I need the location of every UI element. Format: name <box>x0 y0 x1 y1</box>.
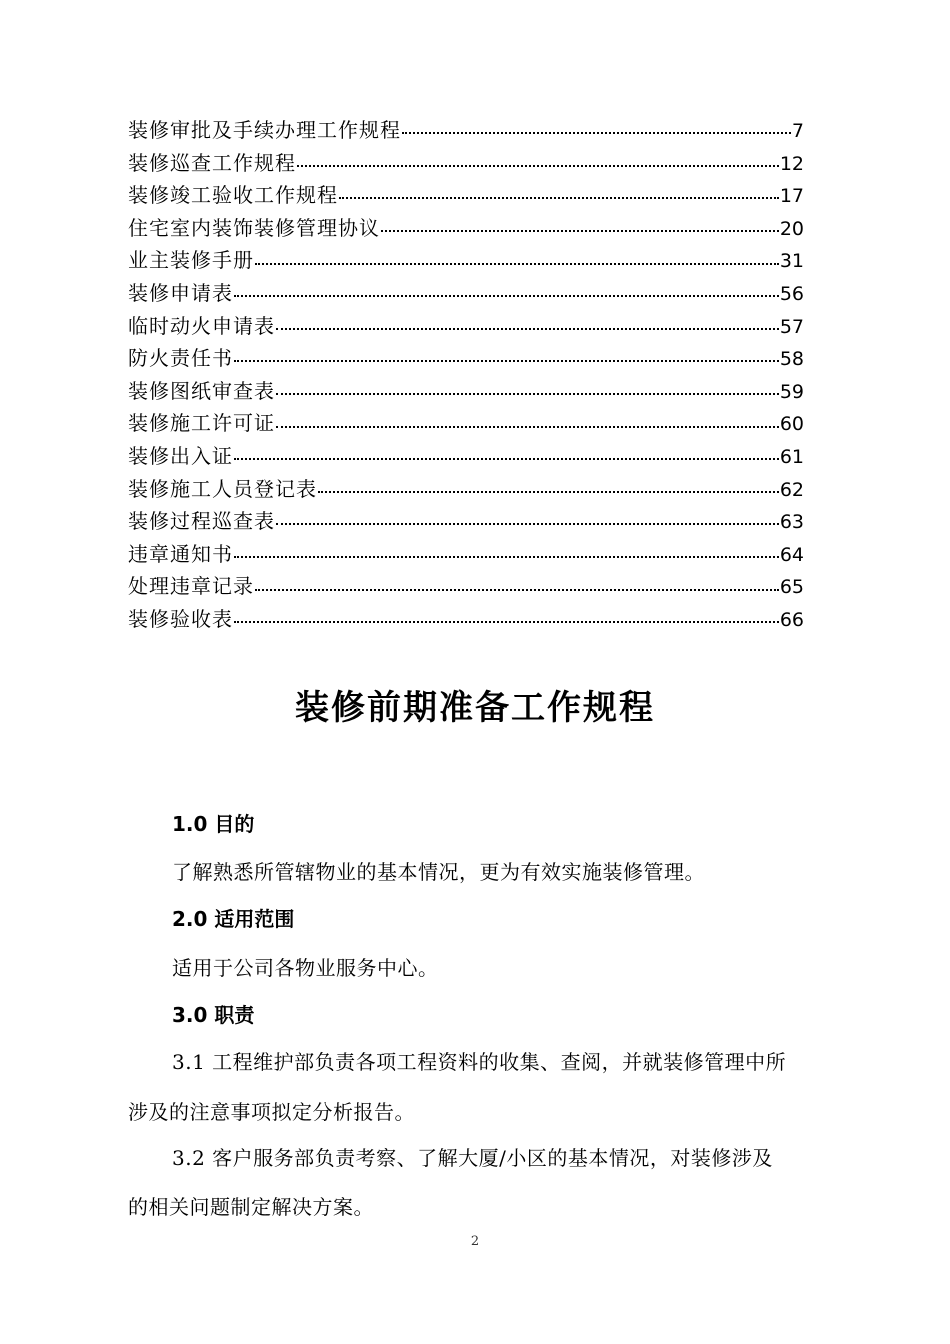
toc-entry-title: 处理违章记录 <box>128 574 254 599</box>
toc-entry-page: 12 <box>779 152 804 175</box>
section-3-paragraph-2-line-1: 3.2 客户服务部负责考察、了解大厦/小区的基本情况，对装修涉及 <box>172 1146 773 1170</box>
toc-entry-title: 装修竣工验收工作规程 <box>128 183 338 208</box>
toc-leader-dots <box>276 328 779 330</box>
section-heading: 装修前期准备工作规程 <box>295 688 655 728</box>
toc-entry-page: 7 <box>791 120 804 142</box>
toc-leader-dots <box>381 230 779 232</box>
toc-entry-title: 临时动火申请表 <box>128 313 275 338</box>
table-of-contents <box>128 114 804 636</box>
toc-entry[interactable] <box>128 342 804 375</box>
toc-entry-title: 违章通知书 <box>128 541 233 566</box>
toc-entry-page: 60 <box>779 413 804 436</box>
toc-entry-page: 64 <box>779 543 804 566</box>
toc-leader-dots <box>234 621 779 623</box>
toc-entry-page: 62 <box>779 478 804 501</box>
toc-entry[interactable] <box>128 212 804 245</box>
toc-entry[interactable] <box>128 440 804 473</box>
toc-leader-dots <box>234 295 779 297</box>
toc-entry[interactable] <box>128 244 804 277</box>
toc-leader-dots <box>234 556 779 558</box>
toc-entry[interactable] <box>128 375 804 408</box>
toc-entry-page: 66 <box>779 608 804 631</box>
toc-entry-title: 装修出入证 <box>128 443 233 468</box>
toc-entry-title: 装修图纸审查表 <box>128 378 275 403</box>
section-2-title: 2.0 适用范围 <box>172 907 295 931</box>
section-1-title: 1.0 目的 <box>172 812 255 836</box>
toc-entry[interactable] <box>128 538 804 571</box>
toc-entry[interactable] <box>128 473 804 506</box>
section-3-title: 3.0 职责 <box>172 1003 255 1027</box>
toc-entry[interactable] <box>128 570 804 603</box>
toc-leader-dots <box>297 165 779 167</box>
toc-entry[interactable] <box>128 603 804 636</box>
toc-entry-page: 20 <box>779 217 804 240</box>
section-3-paragraph-2-line-2: 的相关问题制定解决方案。 <box>128 1195 374 1219</box>
toc-leader-dots <box>234 458 779 460</box>
section-2-text: 适用于公司各物业服务中心。 <box>172 956 439 980</box>
toc-entry-page: 56 <box>779 282 804 305</box>
toc-entry-page: 57 <box>779 315 804 338</box>
toc-entry-title: 装修过程巡查表 <box>128 509 275 534</box>
toc-entry[interactable] <box>128 505 804 538</box>
toc-leader-dots <box>255 263 779 265</box>
toc-entry[interactable] <box>128 310 804 343</box>
toc-entry-title: 装修施工许可证 <box>128 411 275 436</box>
toc-entry[interactable] <box>128 277 804 310</box>
toc-entry[interactable] <box>128 147 804 180</box>
toc-leader-dots <box>276 393 779 395</box>
toc-entry-title: 装修施工人员登记表 <box>128 476 317 501</box>
toc-leader-dots <box>255 589 779 591</box>
toc-leader-dots <box>318 491 779 493</box>
section-3-paragraph-1-line-1: 3.1 工程维护部负责各项工程资料的收集、查阅，并就装修管理中所 <box>172 1050 787 1074</box>
section-1-text: 了解熟悉所管辖物业的基本情况，更为有效实施装修管理。 <box>172 860 705 884</box>
toc-leader-dots <box>276 426 779 428</box>
toc-entry-page: 65 <box>779 576 804 599</box>
toc-entry-page: 63 <box>779 511 804 534</box>
toc-entry[interactable] <box>128 179 804 212</box>
toc-entry-page: 61 <box>779 445 804 468</box>
toc-leader-dots <box>234 360 779 362</box>
toc-entry-title: 装修审批及手续办理工作规程 <box>128 118 401 142</box>
toc-entry-title: 业主装修手册 <box>128 248 254 273</box>
toc-entry-page: 17 <box>779 185 804 208</box>
toc-entry-title: 装修申请表 <box>128 280 233 305</box>
toc-leader-dots <box>276 523 779 525</box>
toc-entry-page: 59 <box>779 380 804 403</box>
toc-entry-title: 防火责任书 <box>128 346 233 371</box>
section-3-paragraph-1-line-2: 涉及的注意事项拟定分析报告。 <box>128 1100 415 1124</box>
toc-leader-dots <box>339 197 779 199</box>
toc-entry[interactable] <box>128 407 804 440</box>
toc-entry-page: 58 <box>779 348 804 371</box>
toc-entry-title: 住宅室内装饰装修管理协议 <box>128 215 380 240</box>
toc-entry[interactable] <box>128 114 804 147</box>
toc-leader-dots <box>402 132 791 134</box>
toc-entry-title: 装修验收表 <box>128 606 233 631</box>
toc-entry-page: 31 <box>779 250 804 273</box>
page-number: 2 <box>470 1234 480 1249</box>
toc-entry-title: 装修巡查工作规程 <box>128 150 296 175</box>
